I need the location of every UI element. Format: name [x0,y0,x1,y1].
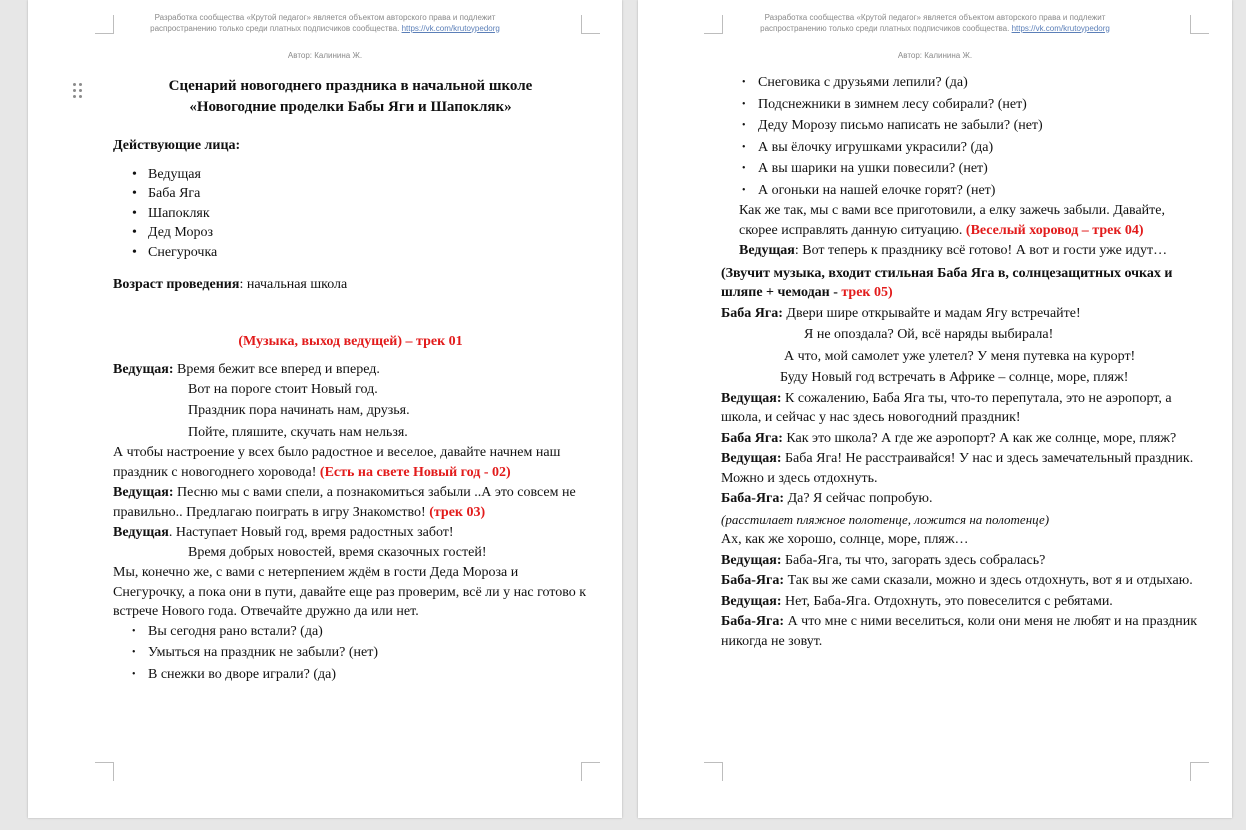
document-page-1 [28,0,622,818]
paragraph [113,443,588,482]
title-line: «Новогодние проделки Бабы Яги и Шапокляк» [189,99,512,115]
author-line: Автор: Калинина Ж. [897,51,973,60]
speaker-label: Баба-Яга: [721,491,785,506]
header-line: распространению только среди платных подписчиков сообщества. [760,23,1010,33]
text: Баба-Яга, ты что, загорать здесь собралась? [781,552,1046,568]
speaker-label: Ведущая [739,243,795,258]
margin-corner-mark [95,762,114,781]
margin-corner-mark [581,762,600,781]
quiz-list [113,622,588,685]
title-line: Сценарий новогоднего праздника в начальной школе [168,78,533,94]
speaker-label: Ведущая: [113,485,174,500]
verse-line: А что, мой самолет уже улетел? У меня путевка на курорт! [784,348,1136,364]
music-cue: (Веселый хоровод – трек 04) [965,222,1144,238]
list-item: • Подснежники в зимнем лесу собирали? (нет) [723,95,1201,115]
list-item: • Дед Мороз [113,223,588,243]
line: Время бежит все вперед и вперед. [173,362,380,377]
list-item: • Ведущая [113,165,588,185]
page-body [721,73,1201,651]
text: Баба Яга! Не расстраивайся! У нас и здесь замечательный праздник. Можно и здесь отдохнуть. [721,451,1194,486]
speaker-label: Ведущая: [721,390,782,406]
list-item: • А вы ёлочку игрушками украсили? (да) [723,138,1201,158]
document-title [113,76,588,118]
cast-heading: Действующие лица: [113,138,241,153]
page-header [638,13,1232,34]
document-page-2 [638,0,1232,818]
age-paragraph [113,275,588,295]
paragraph [113,523,588,543]
speaker-label: Баба Яга: [721,305,783,321]
text: Нет, Баба-Яга. Отдохнуть, это повеселится с ребятами. [781,593,1113,609]
text: Да? Я сейчас попробую. [784,491,933,506]
text: А что мне с ними веселиться, коли они меня не любят и на праздник никогда не зовут. [721,614,1198,649]
speaker-label: Ведущая: [721,593,782,609]
list-item: • Снеговика с друзьями лепили? (да) [723,73,1201,93]
text: К сожалению, Баба Яга ты, что-то перепутала, это не аэропорт, а школа, и сейчас у нас здесь новогодний праздник! [721,390,1172,425]
quiz-list [723,73,1201,200]
header-line: Разработка сообщества «Крутой педагог» является объектом авторского права и подлежит [764,13,1106,22]
list-item: • Умыться на праздник не забыли? (нет) [113,643,588,663]
verse-line: Пойте, пляшите, скучать нам нельзя. [188,424,408,440]
speaker-label: Ведущая: [721,552,782,568]
author-line: Автор: Калинина Ж. [287,51,363,60]
verse-line: Я не опоздала? Ой, всё наряды выбирала! [804,327,1054,342]
paragraph [721,429,1201,449]
stage-direction: (расстилает пляжное полотенце, ложится на полотенце) [721,511,1050,527]
music-cue: (трек 03) [429,504,486,520]
header-link[interactable]: https://vk.com/krutoypedorg [401,23,500,33]
text: Песню мы с вами спели, а познакомиться забыли ..А это совсем не правильно.. Предлагаю поиграть в игру Знакомство! [113,485,576,520]
paragraph [721,201,1201,240]
stage-direction [721,264,1201,303]
list-item: • Снегурочка [113,243,588,263]
page-header [28,13,622,34]
age-label: Возраст проведения [113,277,240,292]
paragraph [721,592,1201,612]
speaker-label: Баба Яга: [721,430,783,446]
list-item: • Деду Морозу письмо написать не забыли? (нет) [723,116,1201,136]
list-item: • Шапокляк [113,204,588,224]
margin-corner-mark [1190,762,1209,781]
speaker-label: Ведущая: [113,362,174,377]
text: Как же так, мы с вами все приготовили, а елку зажечь забыли. Давайте, скорее исправлять данную ситуацию. [739,203,1166,238]
list-item: • А огоньки на нашей елочке горят? (нет) [723,181,1201,201]
verse-line: Праздник пора начинать нам, друзья. [188,403,410,418]
speaker-label: Ведущая: [721,451,782,466]
paragraph [721,241,1201,261]
paragraph [721,304,1201,324]
drag-handle-icon[interactable] [73,83,85,101]
paragraph [721,489,1201,509]
list-item: • В снежки во дворе играли? (да) [113,665,588,685]
verse-line: Вот на пороге стоит Новый год. [188,381,378,397]
list-item: • Вы сегодня рано встали? (да) [113,622,588,642]
cast-list [113,165,588,263]
list-item: • Баба Яга [113,184,588,204]
text: (Звучит музыка, входит стильная Баба Яга в, солнцезащитных очках и шляпе + чемодан - [721,265,1173,300]
paragraph [721,449,1201,488]
music-cue: (Есть на свете Новый год - 02) [319,464,511,480]
speaker-label: Ведущая [113,525,169,540]
list-item: • А вы шарики на ушки повесили? (нет) [723,159,1201,179]
age-value: : начальная школа [239,277,348,292]
text: . Наступает Новый год, время радостных забот! [168,525,454,540]
verse-line: Буду Новый год встречать в Африке – солнце, море, пляж! [780,370,1129,385]
header-line: Разработка сообщества «Крутой педагог» является объектом авторского права и подлежит [154,13,496,22]
text: : Вот теперь к празднику всё готово! А вот и гости уже идут… [794,243,1168,258]
paragraph [721,551,1201,571]
speaker-label: Баба-Яга: [721,573,785,588]
header-line: распространению только среди платных подписчиков сообщества. [150,23,400,33]
text: Так вы же сами сказали, можно и здесь отдохнуть, вот я и отдыхаю. [784,573,1193,588]
text: Двери шире открывайте и мадам Ягу встречайте! [782,305,1081,321]
paragraph [721,571,1201,591]
speaker-label: Баба-Яга: [721,614,785,629]
text: А чтобы настроение у всех было радостное и веселое, давайте начнем наш праздник с новогоднего хоровода! [113,445,561,480]
paragraph [113,483,588,522]
music-cue: трек 05) [841,285,893,300]
page-body [113,76,588,684]
text: Как это школа? А где же аэропорт? А как же солнце, море, пляж? [782,430,1177,446]
paragraph [113,360,588,380]
paragraph [721,612,1201,651]
verse-line: Время добрых новостей, время сказочных гостей! [188,544,487,560]
paragraph: Мы, конечно же, с вами с нетерпением ждём в гости Деда Мороза и Снегурочку, а пока они в пути, давайте еще раз проверим, всё ли у нас готово к встрече Нового года. Отвечайте дружно да или нет. [113,565,587,619]
music-cue: (Музыка, выход ведущей) – трек 01 [238,333,463,349]
header-link[interactable]: https://vk.com/krutoypedorg [1011,23,1110,33]
paragraph [721,389,1201,428]
margin-corner-mark [704,762,723,781]
paragraph: Ах, как же хорошо, солнце, море, пляж… [721,532,969,547]
